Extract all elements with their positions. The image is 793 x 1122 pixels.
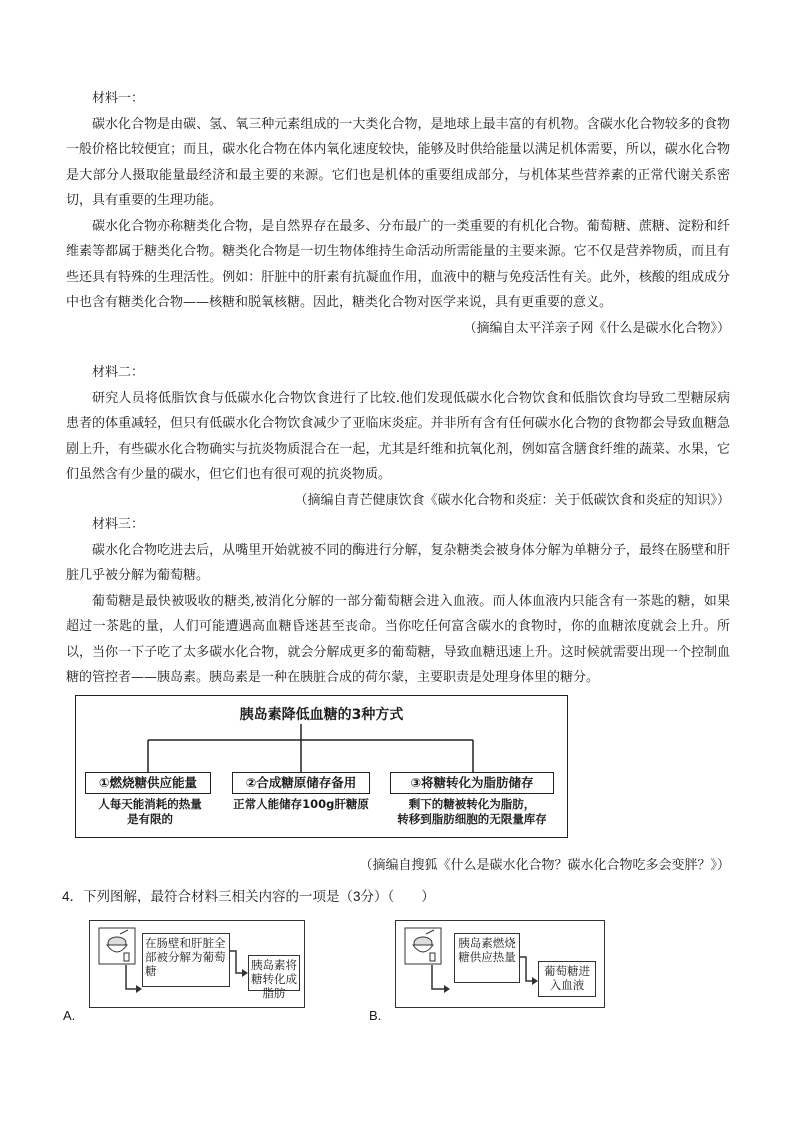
option-a-step-1: 在肠壁和肝脏全部被分解为葡萄糖 — [142, 933, 230, 987]
paragraph: 碳水化合物吃进去后，从嘴里开始就被不同的酶进行分解，复杂糖类会被身体分解为单糖分子，最终在肠壁和肝脏几乎被分解为葡萄糖。 — [66, 542, 730, 583]
source-citation: （摘编自太平洋亲子网《什么是碳水化合物》） — [463, 320, 730, 336]
insulin-diagram — [75, 695, 568, 838]
source-citation: （摘编自搜狐《什么是碳水化合物？碳水化合物吃多会变胖？》） — [359, 858, 730, 873]
option-a-step-2: 胰岛素将糖转化成脂肪 — [248, 955, 300, 991]
material-one — [66, 86, 730, 341]
question-stem: 4．下列图解，最符合材料三相关内容的一项是（3分）（ ） — [62, 889, 435, 904]
method-note: 正常人能储存100g肝糖原 — [233, 797, 369, 811]
method-note: 人每天能消耗的热量 是有限的 — [98, 797, 202, 826]
source-citation: （摘编自青芒健康饮食《碳水化合物和炎症：关于低碳饮食和炎症的知识》） — [294, 492, 730, 508]
paragraph: 研究人员将低脂饮食与低碳水化合物饮食进行了比较.他们发现低碳水化合物饮食和低脂饮食均导致二型糖尿病患者的体重减轻，但只有低碳水化合物饮食减少了亚临床炎症。并非所有含有任何碳水化合物的食物都会导致血糖急剧上升，有些碳水化合物确实与抗炎物质混合在一起，尤其是纤维和抗氧化剂，例如富含膳食纤维的蔬菜、水果，它们虽然含有少量的碳水，但它们也有很可观的抗炎物质。 — [66, 390, 730, 482]
option-a-letter[interactable]: A. — [63, 1008, 76, 1023]
method-box: ①燃烧糖供应能量 — [85, 772, 211, 794]
diagram-title: 胰岛素降低血糖的3种方式 — [239, 707, 404, 723]
material-label: 材料三： — [92, 517, 145, 532]
method-note: 剩下的糖被转化为脂肪， 转移到脂肪细胞的无限量库存 — [397, 797, 547, 826]
option-b-step-2: 葡萄糖进入血液 — [538, 961, 596, 997]
option-b-letter[interactable]: B. — [369, 1008, 382, 1023]
option-a-diagram[interactable] — [89, 920, 305, 1008]
method-box: ②合成糖原储存备用 — [232, 772, 370, 794]
material-label: 材料一： — [92, 91, 145, 106]
material-label: 材料二： — [92, 365, 145, 380]
paragraph: 葡萄糖是最快被吸收的糖类,被消化分解的一部分葡萄糖会进入血液。而人体血液内只能含有一茶匙的糖，如果超过一茶匙的量，人们可能遭遇高血糖昏迷甚至丧命。当你吃任何富含碳水的食物时，你的血糖浓度就会上升。所以，当你一下子吃了太多碳水化合物，就会分解成更多的葡萄糖，导致血糖迅速上升。这时候就需要出现一个控制血糖的管控者——胰岛素。胰岛素是一种在胰脏合成的荷尔蒙，主要职责是处理身体里的糖分。 — [66, 593, 730, 685]
paragraph: 碳水化合物亦称糖类化合物，是自然界存在最多、分布最广的一类重要的有机化合物。葡萄糖、蔗糖、淀粉和纤维素等都属于糖类化合物。糖类化合物是一切生物体维持生命活动所需能量的主要来源。它不仅是营养物质，而且有些还具有特殊的生理活性。例如：肝脏中的肝素有抗凝血作用，血液中的糖与免疫活性有关。此外，核酸的组成成分中也含有糖类化合物——核糖和脱氧核糖。因此，糖类化合物对医学来说，具有更重要的意义。 — [66, 218, 730, 310]
method-box: ③将糖转化为脂肪储存 — [390, 772, 554, 794]
material-three — [66, 512, 730, 691]
paragraph: 碳水化合物是由碳、氢、氧三种元素组成的一大类化合物，是地球上最丰富的有机物。含碳水化合物较多的食物一般价格比较便宜；而且，碳水化合物在体内氧化速度较快，能够及时供给能量以满足机体需要，所以，碳水化合物是大部分人摄取能量最经济和最主要的来源。它们也是机体的重要组成部分，与机体某些营养素的正常代谢关系密切，具有重要的生理功能。 — [66, 116, 730, 208]
material-two — [66, 360, 730, 513]
option-b-diagram[interactable] — [395, 920, 605, 1008]
option-b-step-1: 胰岛素燃烧糖供应热量 — [454, 933, 520, 983]
